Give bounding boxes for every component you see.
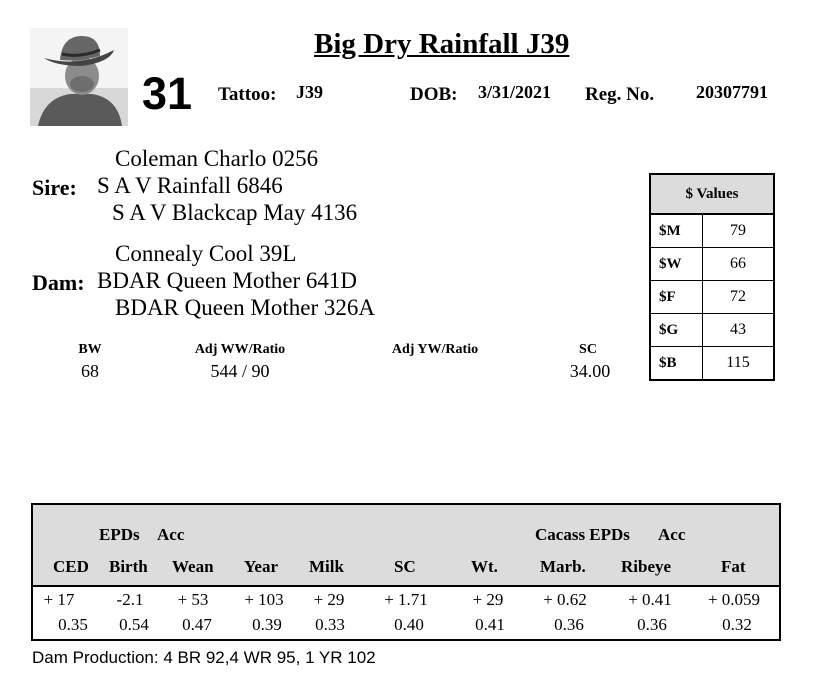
- col-header: Wean: [172, 557, 214, 576]
- col-header: Wt.: [471, 557, 498, 576]
- col-header: Fat: [721, 557, 746, 576]
- value-cell: 79: [730, 222, 746, 239]
- epd-accuracy: 0.33: [315, 615, 345, 634]
- table-row: [651, 281, 773, 314]
- epd-value: + 1.71: [384, 590, 428, 609]
- value-label: $G: [651, 314, 703, 346]
- epd-accuracy: 0.40: [394, 615, 424, 634]
- page-title: Big Dry Rainfall J39: [314, 28, 570, 60]
- ww-label: Adj WW/Ratio: [194, 342, 286, 357]
- epd-value: + 17: [43, 590, 75, 609]
- epd-accuracy: 0.47: [182, 615, 212, 634]
- sc-value: 34.00: [569, 361, 611, 381]
- value-label: $M: [651, 215, 703, 247]
- epd-accuracy: 0.36: [554, 615, 584, 634]
- epd-value: + 29: [472, 590, 504, 609]
- epd-header: [33, 505, 779, 587]
- tattoo-value: J39: [296, 82, 323, 102]
- value-cell: 72: [730, 288, 746, 305]
- dam-dam: BDAR Queen Mother 326A: [115, 295, 375, 320]
- dam-sire: Connealy Cool 39L: [115, 241, 297, 266]
- bw-label: BW: [78, 342, 102, 357]
- value-cell: 115: [726, 354, 750, 371]
- value-cell: 43: [730, 321, 746, 338]
- epd-accuracy: 0.54: [119, 615, 149, 634]
- epd-accuracy: 0.41: [475, 615, 505, 634]
- epd-value: + 29: [313, 590, 345, 609]
- carcass-group-label: Cacass EPDs: [535, 525, 630, 544]
- value-cell: 66: [730, 255, 746, 272]
- dollar-values-title: $ Values: [651, 175, 773, 215]
- table-row: [651, 347, 773, 379]
- dob-label: DOB:: [410, 84, 458, 105]
- dam-name: BDAR Queen Mother 641D: [97, 268, 357, 293]
- dam-production-note: Dam Production: 4 BR 92,4 WR 95, 1 YR 102: [32, 648, 376, 667]
- table-row: [651, 314, 773, 347]
- col-header: Marb.: [540, 557, 586, 576]
- epd-group-acc: Acc: [157, 525, 185, 544]
- col-header: Milk: [309, 557, 344, 576]
- epd-value: + 0.62: [543, 590, 587, 609]
- epd-table: [31, 503, 781, 641]
- epd-accuracy: 0.36: [637, 615, 667, 634]
- epd-accuracy: 0.35: [58, 615, 88, 634]
- yw-label: Adj YW/Ratio: [391, 342, 479, 357]
- carcass-group-acc: Acc: [658, 525, 686, 544]
- table-row: [651, 215, 773, 248]
- reg-label: Reg. No.: [585, 84, 655, 105]
- sc-label: SC: [579, 342, 597, 357]
- epd-value: + 0.059: [707, 590, 761, 609]
- col-header: SC: [394, 557, 416, 576]
- bw-value: 68: [81, 361, 99, 381]
- value-label: $F: [651, 281, 703, 313]
- epd-group-label: EPDs: [99, 525, 140, 544]
- sire-label: Sire:: [32, 175, 77, 200]
- dollar-values-table: [649, 173, 775, 381]
- col-header: CED: [53, 557, 89, 576]
- sire-sire: Coleman Charlo 0256: [115, 146, 319, 171]
- dam-label: Dam:: [32, 270, 85, 295]
- epd-value: + 103: [244, 590, 284, 609]
- epd-value: + 53: [177, 590, 209, 609]
- sire-dam: S A V Blackcap May 4136: [112, 200, 358, 225]
- reg-value: 20307791: [696, 82, 768, 102]
- ww-value: 544 / 90: [210, 361, 270, 381]
- col-header: Birth: [109, 557, 148, 576]
- table-row: [651, 248, 773, 281]
- epd-accuracy: 0.32: [722, 615, 752, 634]
- col-header: Ribeye: [621, 557, 672, 576]
- value-label: $B: [651, 347, 703, 379]
- dob-value: 3/31/2021: [478, 82, 552, 102]
- sire-name: S A V Rainfall 6846: [97, 173, 283, 198]
- lot-number: 31: [142, 68, 193, 119]
- tattoo-label: Tattoo:: [218, 84, 277, 105]
- cowboy-portrait-icon: [30, 28, 128, 126]
- col-header: Year: [244, 557, 278, 576]
- epd-value: -2.1: [116, 590, 144, 609]
- epd-value: + 0.41: [628, 590, 672, 609]
- value-label: $W: [651, 248, 703, 280]
- epd-accuracy: 0.39: [252, 615, 282, 634]
